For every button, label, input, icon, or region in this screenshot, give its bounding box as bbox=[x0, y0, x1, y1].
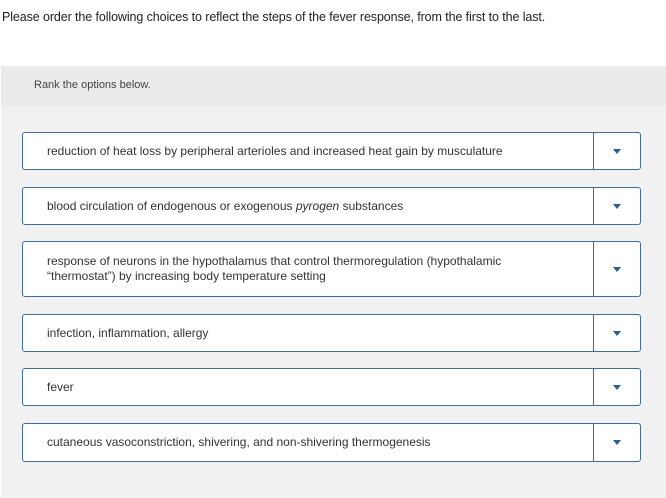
rank-option-2[interactable] bbox=[22, 187, 641, 225]
caret-down-icon bbox=[613, 385, 621, 390]
caret-down-icon bbox=[613, 149, 621, 154]
option-label: cutaneous vasoconstriction, shivering, and non-shivering thermogenesis bbox=[47, 435, 431, 449]
rank-option-3[interactable] bbox=[22, 241, 641, 297]
rank-dropdown-6[interactable] bbox=[593, 424, 640, 461]
rank-dropdown-3[interactable] bbox=[593, 242, 640, 296]
rank-option-5[interactable] bbox=[22, 368, 641, 406]
caret-down-icon bbox=[613, 440, 621, 445]
rank-option-4[interactable] bbox=[22, 314, 641, 352]
rank-dropdown-4[interactable] bbox=[593, 315, 640, 351]
rank-option-1[interactable] bbox=[22, 132, 641, 170]
caret-down-icon bbox=[613, 267, 621, 272]
rank-dropdown-2[interactable] bbox=[593, 188, 640, 224]
option-label: fever bbox=[47, 379, 74, 394]
rank-dropdown-1[interactable] bbox=[593, 133, 640, 169]
rank-instruction: Rank the options below. bbox=[34, 79, 151, 91]
question-text: Please order the following choices to reflect the steps of the fever response, from the first to the last. bbox=[2, 10, 546, 24]
caret-down-icon bbox=[613, 331, 621, 336]
option-label: infection, inflammation, allergy bbox=[47, 325, 209, 340]
rank-option-6[interactable] bbox=[22, 423, 641, 462]
ranking-panel bbox=[1, 66, 666, 498]
panel-header bbox=[1, 66, 666, 106]
option-label: reduction of heat loss by peripheral arterioles and increased heat gain by musculature bbox=[47, 143, 503, 158]
rank-dropdown-5[interactable] bbox=[593, 369, 640, 405]
caret-down-icon bbox=[613, 204, 621, 209]
option-label: blood circulation of endogenous or exogenous pyrogen substances bbox=[47, 198, 404, 213]
option-label: response of neurons in the hypothalamus that control thermoregulation (hypothalamic “thermostat”) by increasing body temperature setting bbox=[47, 254, 502, 283]
